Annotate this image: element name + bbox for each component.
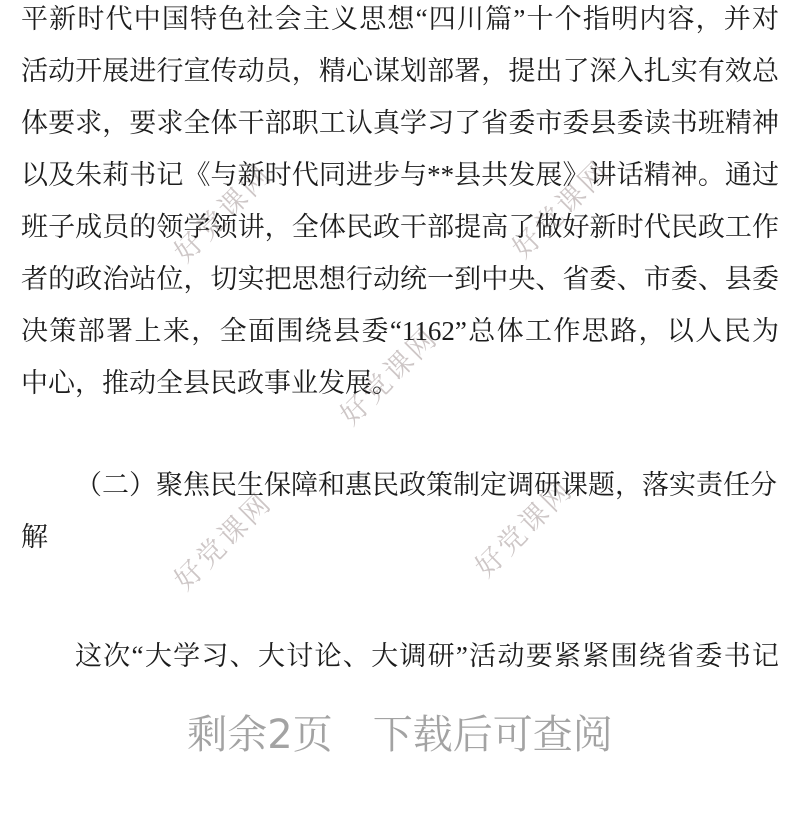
text-line: 班子成员的领学领讲，全体民政干部提高了做好新时代民政工作: [21, 212, 779, 242]
heading-line: （二）聚焦民生保障和惠民政策制定调研课题，落实责任分: [75, 470, 777, 500]
text-line: 以及朱莉书记《与新时代同进步与**县共发展》讲话精神。通过: [21, 160, 779, 190]
text-line: 平新时代中国特色社会主义思想“四川篇”十个指明内容，并对: [21, 4, 779, 34]
paragraph-1: [21, 0, 779, 409]
text-line: 体要求，要求全体干部职工认真学习了省委市委县委读书班精神: [21, 108, 779, 138]
site-watermark: 好党课网: [469, 473, 580, 584]
section-heading: [21, 459, 779, 563]
site-watermark: 好党课网: [334, 321, 445, 432]
text-line: 者的政治站位，切实把思想行动统一到中央、省委、市委、县委: [21, 264, 779, 294]
heading-line: 解: [21, 522, 48, 552]
text-line: 决策部署上来，全面围绕县委“1162”总体工作思路，以人民为: [21, 316, 779, 346]
site-watermark: 好党课网: [168, 486, 279, 597]
text-line: 这次“大学习、大讨论、大调研”活动要紧紧围绕省委书记: [75, 641, 779, 671]
site-watermark: 好党课网: [506, 154, 617, 265]
paragraph-2: [21, 630, 779, 682]
text-line: 中心，推动全县民政事业发展。: [21, 368, 399, 398]
pages-remaining-notice: 剩余2页 下载后可查阅: [187, 712, 613, 758]
site-watermark: 好党课网: [168, 158, 279, 269]
text-line: 活动开展进行宣传动员，精心谋划部署，提出了深入扎实有效总: [21, 56, 779, 86]
